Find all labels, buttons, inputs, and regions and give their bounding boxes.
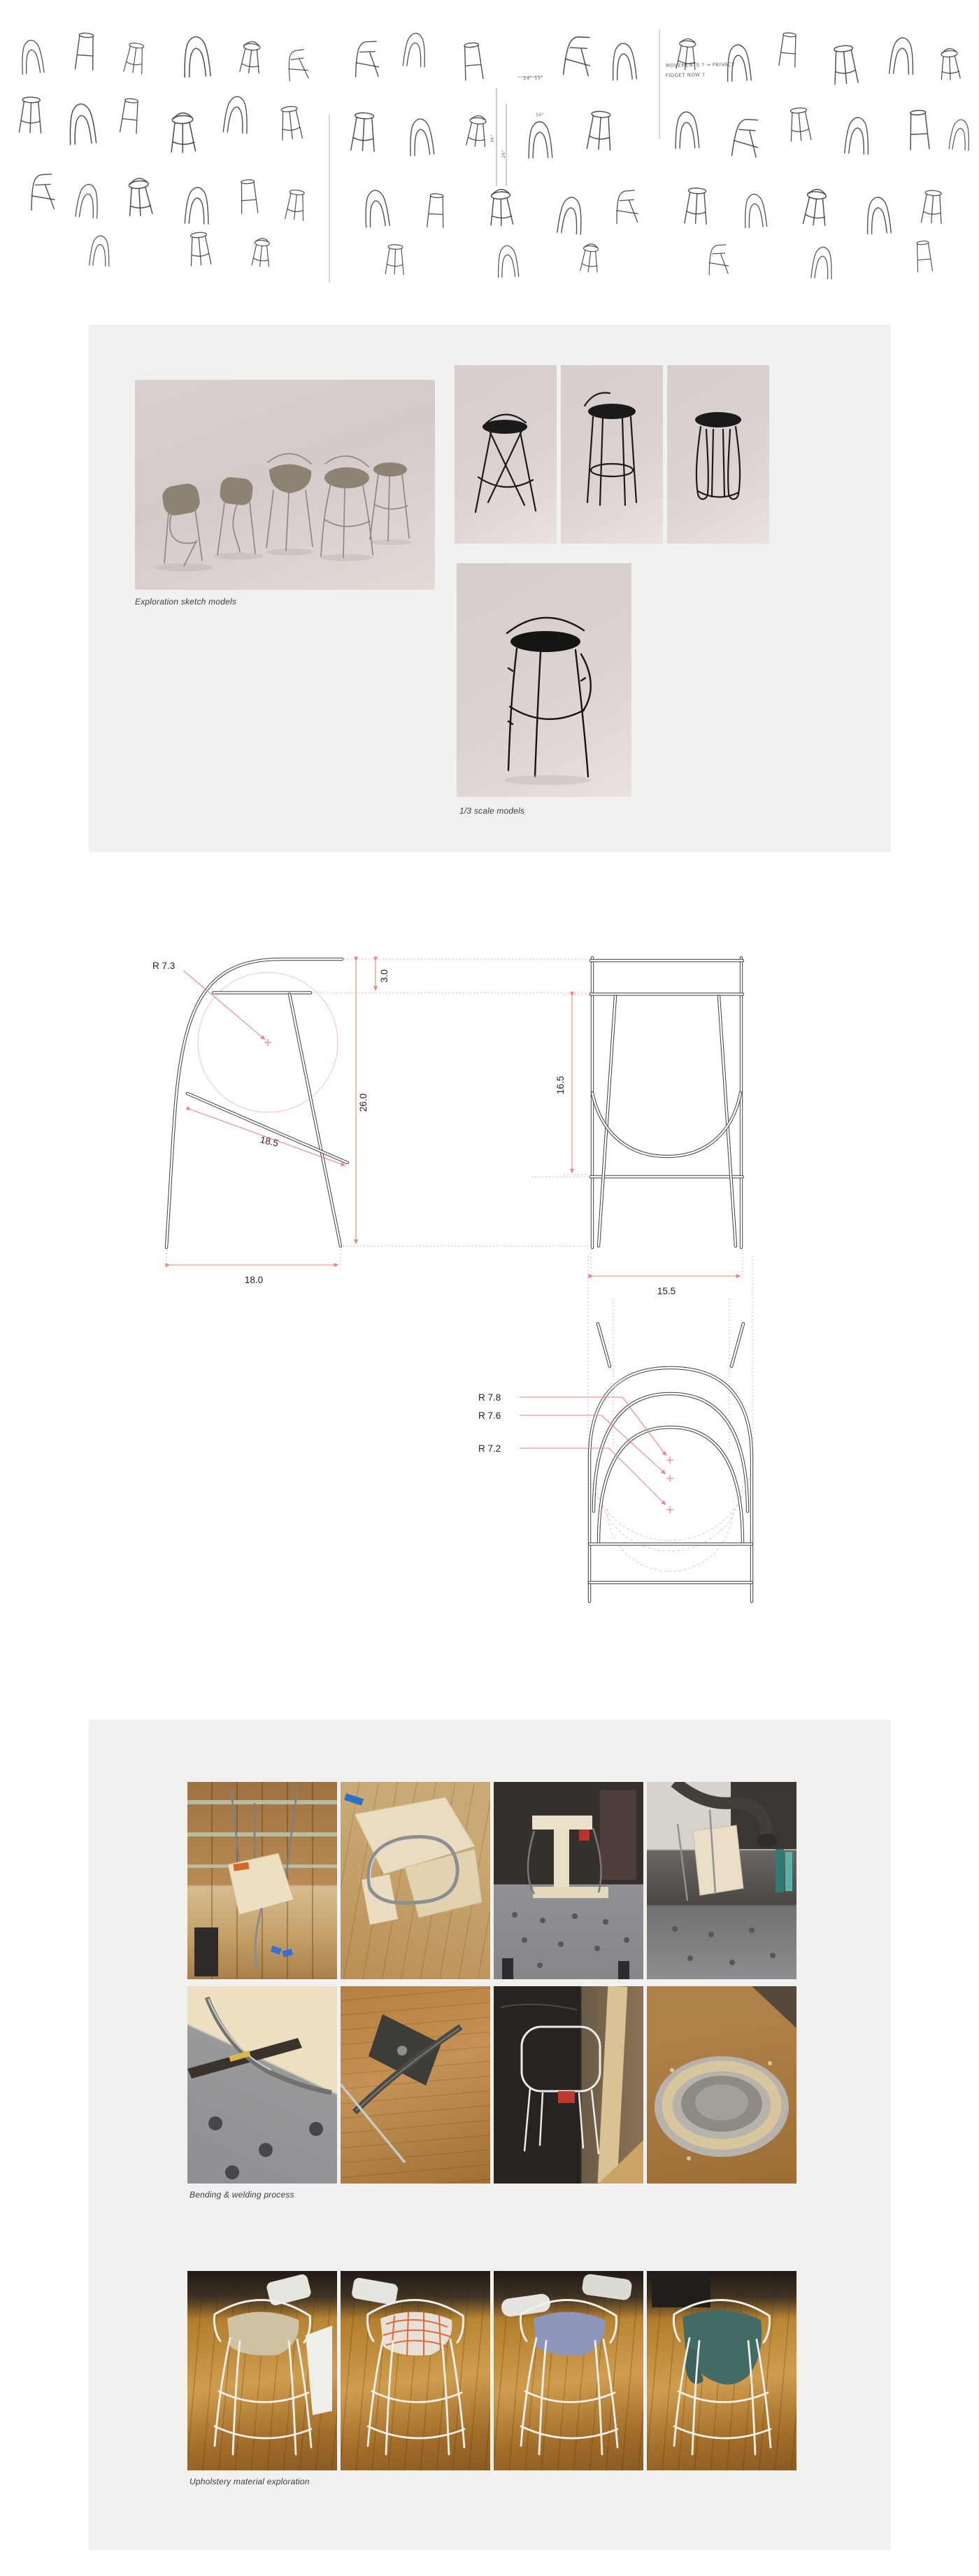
handwritten-annotation: 36" <box>490 134 495 143</box>
photo-wire-seat-frame <box>494 1986 643 2184</box>
stool-sketch <box>20 39 44 74</box>
stool-sketch <box>408 118 434 156</box>
dim-label-inner-radius: R 7.2 <box>478 1443 501 1454</box>
photo-upholstery-beige-cushion <box>187 2271 337 2470</box>
stool-sketch <box>803 188 828 226</box>
technical-drawing <box>0 930 979 1700</box>
black-stool-art <box>561 365 663 544</box>
stool-sketch <box>732 118 759 157</box>
dimension-lines <box>170 961 741 1513</box>
stool-sketch <box>462 42 483 80</box>
stool-sketch <box>811 246 834 279</box>
stool-sketch <box>68 103 97 144</box>
stool-sketch <box>239 179 257 213</box>
stool-sketch <box>788 107 811 141</box>
dim-label-height: 26.0 <box>358 1093 369 1112</box>
stool-sketch <box>779 32 798 67</box>
stool-sketch <box>120 98 140 134</box>
dim-label-seat-footrest: 16.5 <box>555 1075 566 1095</box>
photo-upholstery-blue-cushion <box>494 2271 643 2470</box>
handwritten-annotation: FIDGET NOW ? <box>665 72 706 78</box>
dim-label-gap: 3.0 <box>379 969 390 983</box>
stool-sketch <box>866 197 891 234</box>
caption-exploration-sketch-models: Exploration sketch models <box>135 597 237 607</box>
stool-sketch <box>185 187 209 224</box>
stool-sketch <box>615 190 638 224</box>
stool-sketch <box>845 117 870 154</box>
stool-sketch <box>427 193 445 227</box>
side-view-drawing <box>166 959 348 1247</box>
dim-label-seat-radius: R 7.3 <box>152 961 176 971</box>
handwritten-annotation: MOVEMENTS ? → PRIVACY <box>665 62 735 69</box>
stool-sketch <box>124 42 146 73</box>
stool-sketch <box>611 43 636 80</box>
stool-sketch <box>557 197 584 234</box>
stool-sketch <box>466 115 488 147</box>
stool-sketch <box>183 36 210 78</box>
stool-sketch <box>76 33 96 71</box>
photo-upholstery-orange-check-cushion <box>341 2271 490 2470</box>
stool-sketch <box>285 189 306 220</box>
stool-sketch <box>286 49 310 80</box>
black-stool-art <box>667 365 769 544</box>
stool-sketch <box>743 193 767 227</box>
photo-exploration-sketch-models <box>135 380 435 590</box>
photo-jig-welding-table <box>494 1782 643 1979</box>
stool-sketch <box>29 174 55 210</box>
process-panel <box>89 1720 891 2550</box>
black-stool-art-large <box>457 563 631 797</box>
stool-sketch <box>949 119 971 150</box>
stool-sketch <box>252 238 271 267</box>
stool-sketch <box>385 244 404 274</box>
stool-sketch <box>587 111 613 150</box>
stool-sketch <box>355 41 379 77</box>
handwritten-annotation: 26" <box>501 150 506 158</box>
photo-welded-corner-closeup <box>341 1986 490 2184</box>
stool-sketch <box>351 113 376 152</box>
stool-sketch <box>240 41 262 73</box>
stool-sketch <box>76 183 100 218</box>
stool-sketch <box>403 32 427 66</box>
stool-sketch <box>685 187 708 224</box>
photo-wire-hoop-jig-topdown <box>341 1782 490 1979</box>
stool-sketch <box>496 245 518 277</box>
dim-label-middle-radius: R 7.6 <box>478 1410 501 1421</box>
caption-bending-welding: Bending & welding process <box>190 2190 294 2200</box>
dim-label-outer-radius: R 7.8 <box>478 1392 501 1403</box>
stool-sketch <box>831 45 858 85</box>
photo-scale-model-hairpin-legs <box>667 365 769 544</box>
front-view-drawing <box>591 958 743 1247</box>
stool-sketch <box>939 48 960 80</box>
photo-scale-model-x-legs <box>455 365 557 544</box>
caption-upholstery: Upholstery material exploration <box>190 2477 310 2486</box>
stool-sketch <box>674 111 699 148</box>
stool-sketch-collage <box>0 10 979 297</box>
stool-sketch <box>564 36 592 76</box>
stool-sketch <box>19 97 42 133</box>
photo-tube-on-plywood <box>187 1986 337 2184</box>
stool-sketch <box>915 241 933 272</box>
photo-jig-vent-pipe <box>647 1782 796 1979</box>
stool-sketch <box>708 245 729 275</box>
photo-one-third-scale-model <box>457 563 631 797</box>
stool-sketch <box>170 113 195 153</box>
handwritten-annotation: 16" <box>536 113 544 118</box>
photo-scale-model-ring-base <box>561 365 663 544</box>
photo-upholstery-teal-sweater <box>647 2271 796 2470</box>
black-stool-art <box>455 365 557 544</box>
dim-label-base-width-side: 18.0 <box>244 1275 264 1285</box>
stool-sketch <box>90 235 110 266</box>
caption-one-third-scale-models: 1/3 scale models <box>459 806 525 816</box>
stool-sketch <box>127 178 152 217</box>
dim-label-footrest: 18.5 <box>259 1134 280 1149</box>
models-panel <box>89 325 891 852</box>
wire-stool-models-art <box>135 380 435 590</box>
stool-sketch <box>889 37 915 74</box>
photo-bending-jig-cabinets <box>187 1782 337 1979</box>
stool-sketch <box>580 243 600 273</box>
stool-sketch <box>921 190 943 223</box>
stool-sketch <box>188 232 211 266</box>
stool-sketch <box>908 110 929 150</box>
dim-label-base-width-front: 15.5 <box>657 1286 676 1296</box>
handwritten-annotation: 14" 11" <box>522 74 544 81</box>
stool-sketch <box>279 106 302 140</box>
stool-sketch <box>223 96 249 134</box>
top-view-drawing <box>589 1324 752 1601</box>
stool-sketch <box>490 189 513 226</box>
stool-sketch <box>363 190 390 227</box>
photo-seat-mold-foam-ring <box>647 1986 796 2184</box>
stool-sketch <box>527 121 552 158</box>
